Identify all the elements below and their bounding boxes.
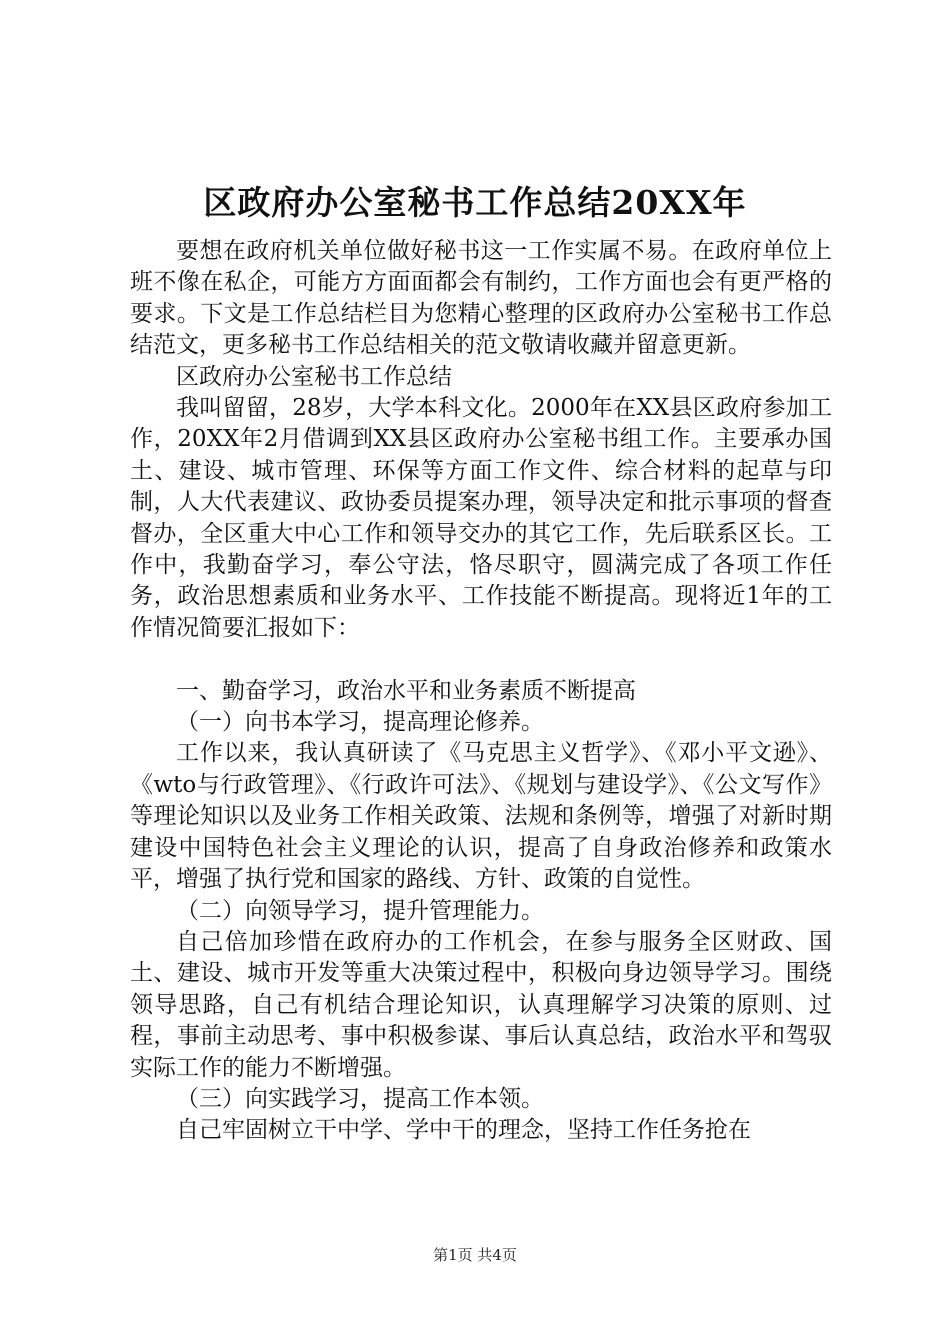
document-body [130, 236, 832, 1147]
subsection-heading-3: （三）向实践学习，提高工作本领。 [176, 1085, 544, 1112]
intro-paragraph: 要想在政府机关单位做好秘书这一工作实属不易。在政府单位上班不像在私企，可能方方面面都会有制约，工作方面也会有更严格的要求。下文是工作总结栏目为您精心整理的区政府办公室秘书工作总结范文，更多秘书工作总结相关的范文敬请收藏并留意更新。 [130, 238, 832, 359]
section-heading-1: 一、勤奋学习，政治水平和业务素质不断提高 [176, 677, 636, 704]
body-paragraph-2: 自己倍加珍惜在政府办的工作机会，在参与服务全区财政、国土、建设、城市开发等重大决策过程中，积极向身边领导学习。围绕领导思路，自己有机结合理论知识，认真理解学习决策的原则、过程，事前主动思考、事中积极参谋、事后认真总结，政治水平和驾驭实际工作的能力不断增强。 [130, 928, 832, 1081]
subsection-heading-2: （二）向领导学习，提升管理能力。 [176, 897, 544, 924]
self-introduction-paragraph: 我叫留留，28岁，大学本科文化。2000年在XX县区政府参加工作，20XX年2月借调到XX县区政府办公室秘书组工作。主要承办国土、建设、城市管理、环保等方面工作文件、综合材料的起草与印制，人大代表建议、政协委员提案办理，领导决定和批示事项的督查督办，全区重大中心工作和领导交办的其它工作，先后联系区长。工作中，我勤奋学习，奉公守法，恪尽职守，圆满完成了各项工作任务，政治思想素质和业务水平、工作技能不断提高。现将近1年的工作情况简要汇报如下： [130, 395, 832, 641]
document-title: 区政府办公室秘书工作总结20XX年 [203, 183, 747, 222]
body-paragraph-3: 自己牢固树立干中学、学中干的理念，坚持工作任务抢在 [176, 1117, 751, 1144]
page-number-footer: 第1页 共4页 [433, 1246, 517, 1264]
subtitle-paragraph: 区政府办公室秘书工作总结 [176, 363, 452, 390]
body-paragraph-1: 工作以来，我认真研读了《马克思主义哲学》、《邓小平文逊》、《wto与行政管理》、《行政许可法》、《规划与建设学》、《公文写作》等理论知识以及业务工作相关政策、法规和条例等，增强了对新时期建设中国特色社会主义理论的认识，提高了自身政治修养和政策水平，增强了执行党和国家的路线、方针、政策的自觉性。 [130, 740, 832, 893]
subsection-heading-1: （一）向书本学习，提高理论修养。 [176, 709, 544, 736]
